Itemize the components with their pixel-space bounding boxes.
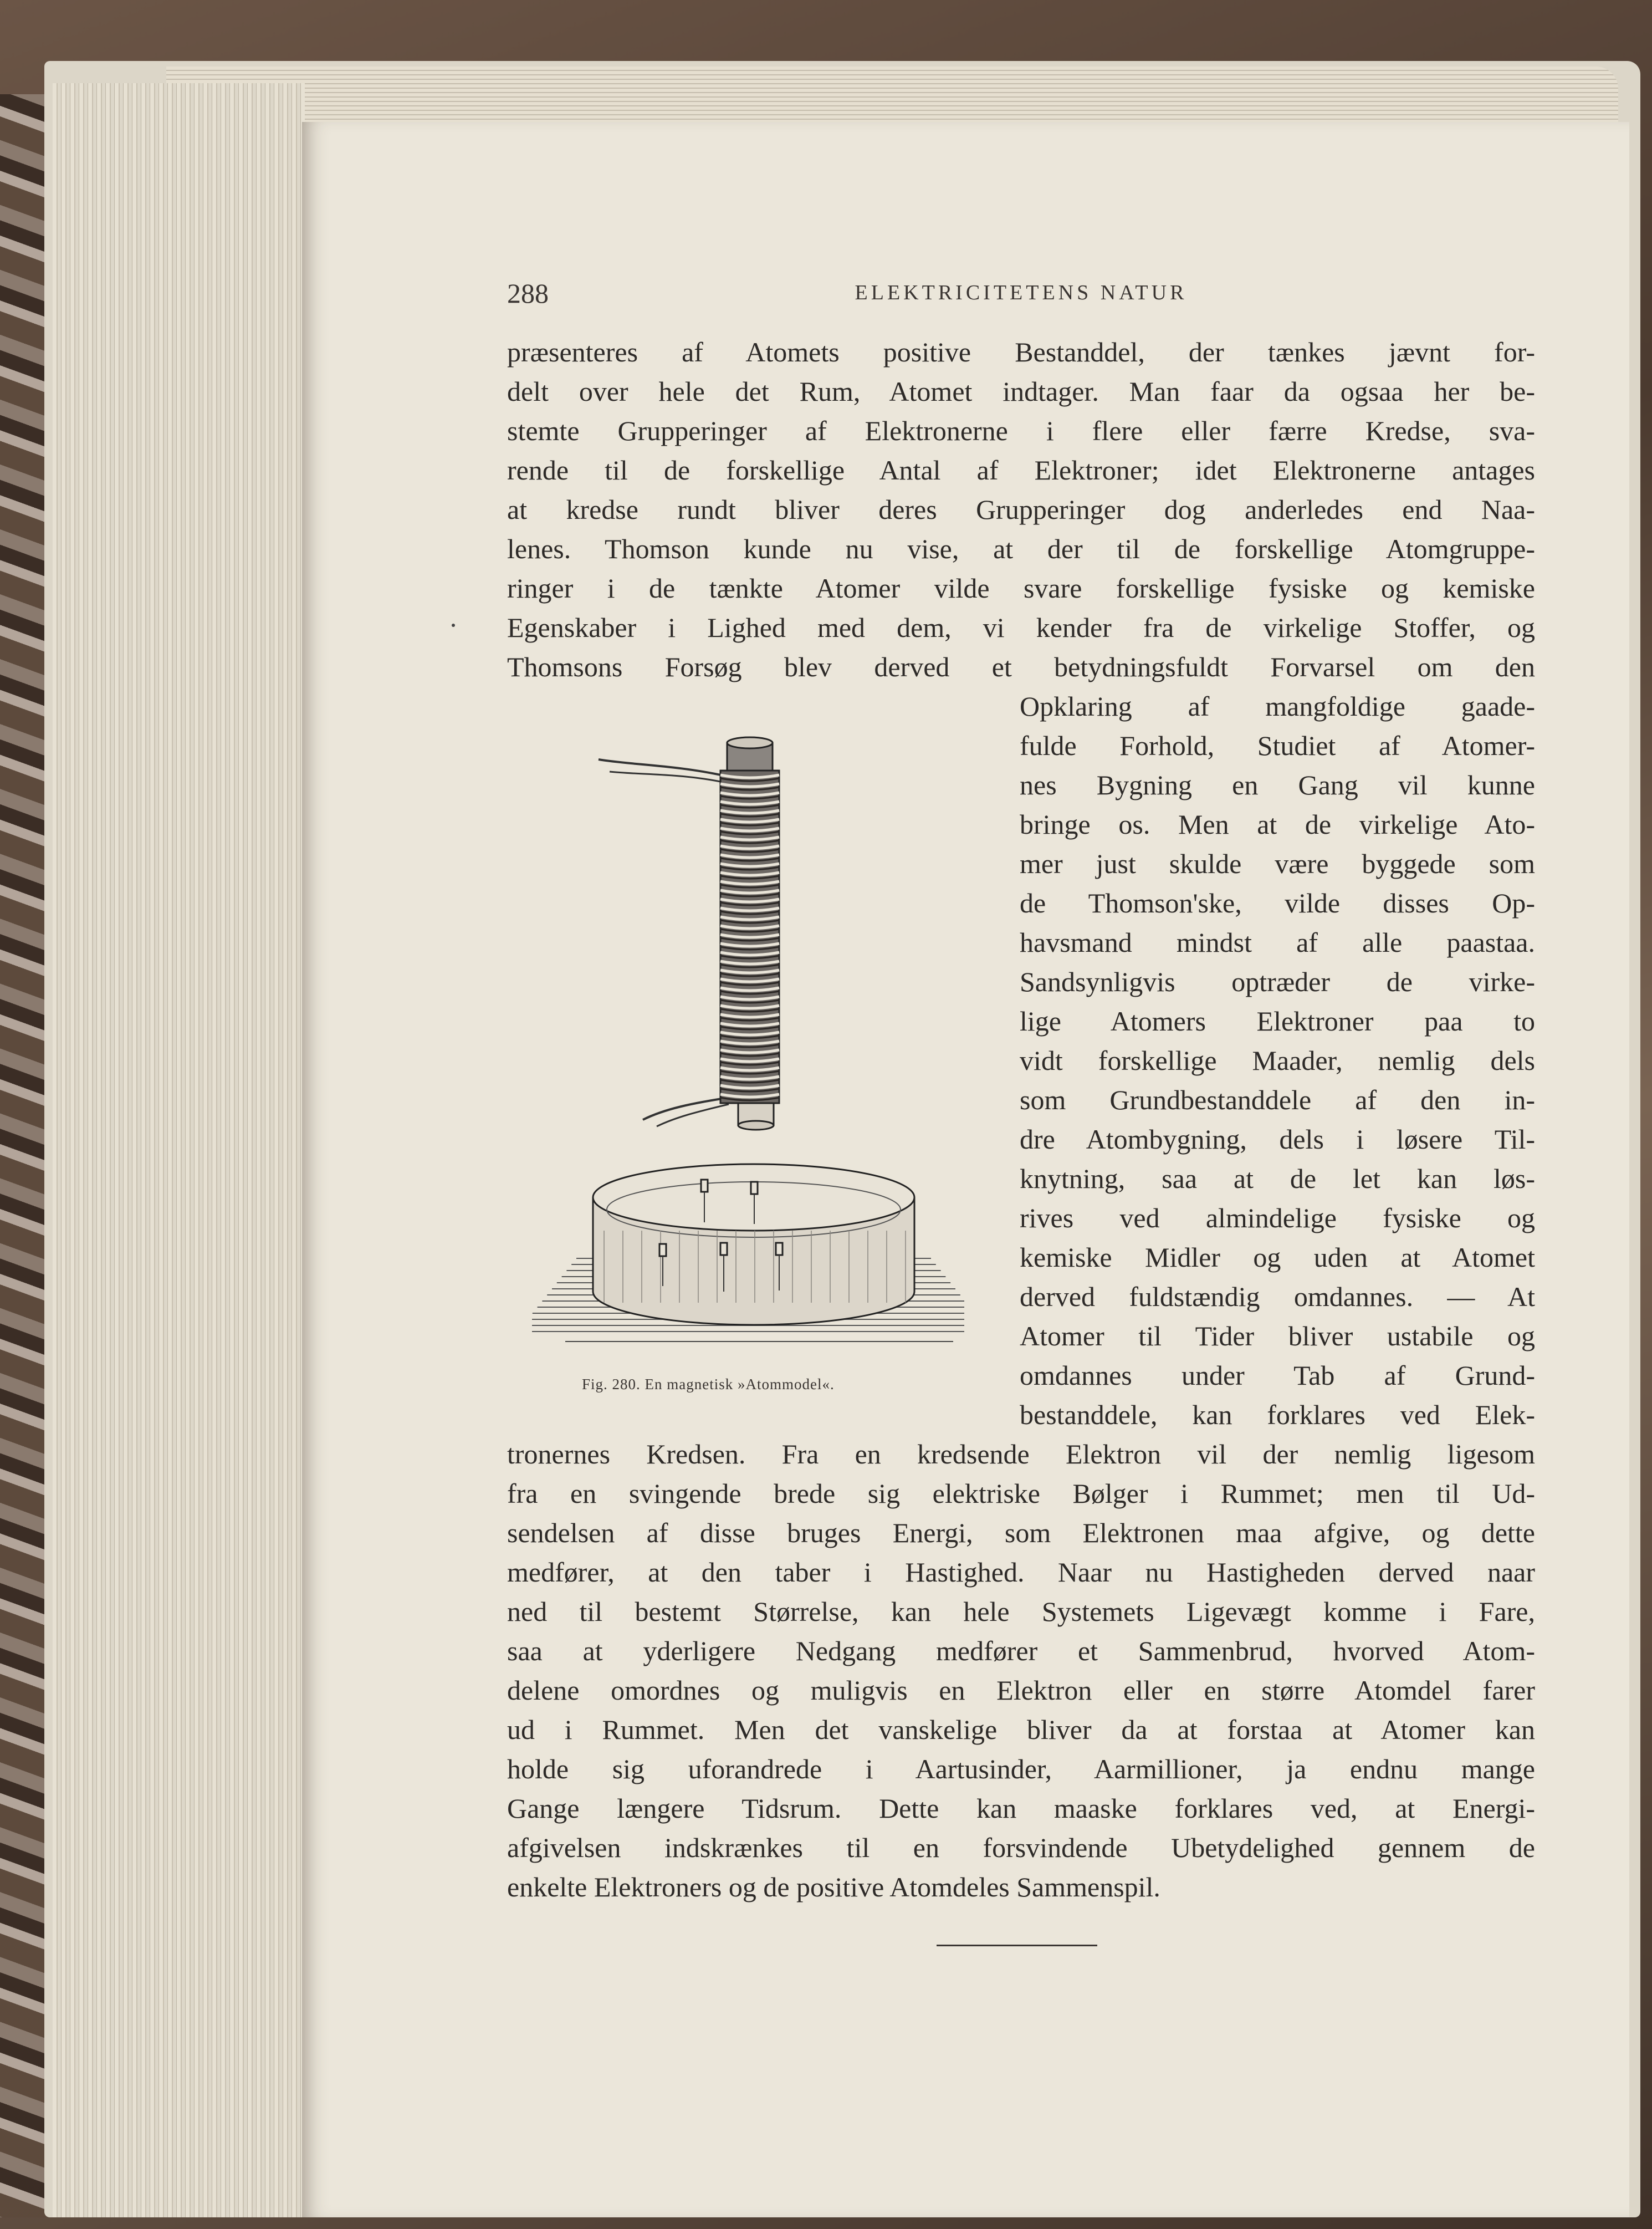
text-line: ned til bestemt Størrelse, kan hele Systemets Ligevægt komme i Fare, [507,1596,1535,1627]
text-line: de Thomson'ske, vilde disses Op- [1020,887,1535,919]
text-line: delt over hele det Rum, Atomet indtager. Man faar da ogsaa her be- [507,376,1535,407]
section-rule [937,1945,1097,1946]
text-line: omdannes under Tab af Grund- [1020,1360,1535,1391]
text-line: sendelsen af disse bruges Energi, som Elektronen maa afgive, og dette [507,1517,1535,1548]
text-line: derved fuldstændig omdannes. — At [1020,1281,1535,1312]
text-line: rende til de forskellige Antal af Elektroner; idet Elektronerne antages [507,455,1535,486]
text-line: ringer i de tænkte Atomer vilde svare forskellige fysiske og kemiske [507,573,1535,604]
text-line: som Grundbestanddele af den in- [1020,1084,1535,1115]
text-line: Sandsynligvis optræder de virke- [1020,966,1535,997]
text-line: Atomer til Tider bliver ustabile og [1020,1320,1535,1351]
text-line: bestanddele, kan forklares ved Elek- [1020,1399,1535,1430]
text-line: vidt forskellige Maader, nemlig dels [1020,1045,1535,1076]
paragraph-bottom [507,1435,1535,1907]
text-line: lenes. Thomson kunde nu vise, at der til de forskellige Atomgruppe- [507,533,1535,564]
atom-model-figure [532,732,964,1347]
text-line: havsmand mindst af alle paastaa. [1020,927,1535,958]
text-line: ud i Rummet. Men det vanskelige bliver da at forstaa at Atomer kan [507,1714,1535,1745]
text-line: at kredse rundt bliver deres Grupperinger dog anderledes end Naa- [507,494,1535,525]
text-line: lige Atomers Elektroner paa to [1020,1006,1535,1037]
ink-spot [452,624,455,627]
text-line: Gange længere Tidsrum. Dette kan maaske forklares ved, at Energi- [507,1793,1535,1824]
text-line: medfører, at den taber i Hastighed. Naar nu Hastigheden derved naar [507,1557,1535,1588]
text-line: dre Atombygning, dels i løsere Til- [1020,1124,1535,1155]
text-line: Opklaring af mangfoldige gaade- [1020,691,1535,722]
text-line: stemte Grupperinger af Elektronerne i flere eller færre Kredse, sva- [507,415,1535,446]
text-line: præsenteres af Atomets positive Bestanddel, der tænkes jævnt for- [507,336,1535,368]
text-line: rives ved almindelige fysiske og [1020,1202,1535,1233]
page-number: 288 [507,278,549,309]
text-line: mer just skulde være byggede som [1020,848,1535,879]
page-edges-top [166,67,1618,127]
text-line: kemiske Midler og uden at Atomet [1020,1242,1535,1273]
basin-illustration [532,1164,964,1342]
text-line: tronernes Kredsen. Fra en kredsende Elektron vil der nemlig ligesom [507,1439,1535,1470]
running-head: ELEKTRICITETENS NATUR [855,281,1188,304]
text-line: Egenskaber i Lighed med dem, vi kender fra de virkelige Stoffer, og [507,612,1535,643]
text-line: afgivelsen indskrænkes til en forsvindende Ubetydelighed gennem de [507,1832,1535,1863]
figure-caption: Fig. 280. En magnetisk »Atommodel«. [582,1376,835,1393]
coil-illustration [599,737,779,1130]
text-line: holde sig uforandrede i Aartusinder, Aarmillioner, ja endnu mange [507,1753,1535,1784]
text-line: Thomsons Forsøg blev derved et betydningsfuldt Forvarsel om den [507,651,1535,682]
text-line: nes Bygning en Gang vil kunne [1020,769,1535,800]
text-line: fra en svingende brede sig elektriske Bølger i Rummet; men til Ud- [507,1478,1535,1509]
text-line: saa at yderligere Nedgang medfører et Sammenbrud, hvorved Atom- [507,1635,1535,1666]
page-edges-left [53,83,305,2217]
text-line: enkelte Elektroners og de positive Atomdeles Sammenspil. [507,1871,1160,1902]
paragraph-top [507,333,1535,687]
text-line: bringe os. Men at de virkelige Ato- [1020,809,1535,840]
text-line: knytning, saa at de let kan løs- [1020,1163,1535,1194]
paragraph-right [1020,687,1535,1435]
page-header [507,277,1535,310]
text-line: delene omordnes og muligvis en Elektron eller en større Atomdel farer [507,1675,1535,1706]
text-line: fulde Forhold, Studiet af Atomer- [1020,730,1535,761]
